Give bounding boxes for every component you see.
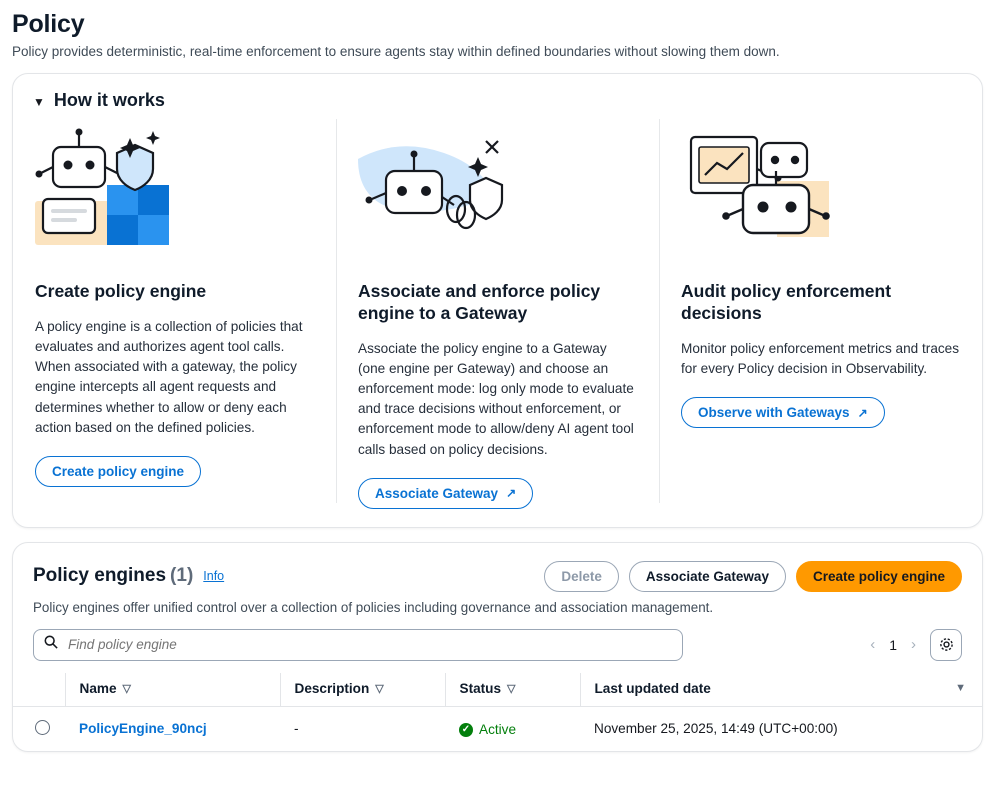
column-title: Audit policy enforcement decisions xyxy=(681,281,892,324)
pagination-prev[interactable]: ‹ xyxy=(870,636,876,654)
policy-engines-filter-row xyxy=(13,615,982,673)
policy-engine-name-link[interactable]: PolicyEngine_90ncj xyxy=(79,721,207,737)
policy-engines-header xyxy=(13,543,982,592)
table-row[interactable] xyxy=(13,706,982,751)
search-box[interactable] xyxy=(33,629,683,661)
row-name-cell xyxy=(65,706,280,751)
preferences-gear-icon[interactable] xyxy=(930,629,962,661)
search-icon xyxy=(44,635,58,654)
column-action-row xyxy=(358,478,637,509)
column-header-label: Description xyxy=(294,680,370,696)
column-header-status[interactable] xyxy=(445,673,580,707)
sort-icon[interactable]: ▽ xyxy=(122,682,131,695)
column-header-label: Status xyxy=(459,680,502,696)
sort-icon[interactable]: ▼ xyxy=(955,682,966,695)
status-label: Active xyxy=(479,722,517,738)
table-header xyxy=(13,673,982,707)
column-body: Monitor policy enforcement metrics and traces for every Policy decision in Observability. xyxy=(681,340,960,377)
policy-engines-title: Policy engines xyxy=(33,565,167,587)
policy-engines-table xyxy=(13,673,982,751)
column-action-row xyxy=(681,397,960,428)
column-header-label: Name xyxy=(79,680,117,696)
row-description-cell: - xyxy=(294,721,299,737)
policy-engines-subtitle: Policy engines offer unified control over a collection of policies including governance and association management. xyxy=(33,599,714,615)
column-body: A policy engine is a collection of policies that evaluates and authorizes agent tool calls. When associated with a gateway, the policy engine intercepts all agent requests and determines whether to allow or deny each action based on the defined policies. xyxy=(35,319,303,435)
button-label: Associate Gateway xyxy=(645,568,769,584)
policy-engines-count: (1) xyxy=(170,565,194,587)
pagination-page-1[interactable]: 1 xyxy=(889,636,897,653)
associate-gateway-button[interactable] xyxy=(629,561,786,592)
button-label: Create policy engine xyxy=(812,568,945,584)
sort-icon[interactable]: ▽ xyxy=(375,682,384,695)
page-header xyxy=(0,0,995,73)
observe-with-gateways-button[interactable] xyxy=(681,397,885,428)
row-radio-button[interactable] xyxy=(35,720,50,735)
button-label: Create policy engine xyxy=(52,463,185,479)
column-header-name[interactable] xyxy=(65,673,280,707)
row-last-updated-cell: November 25, 2025, 14:49 (UTC+00:00) xyxy=(594,721,838,737)
external-link-icon: ↗ xyxy=(857,405,868,420)
column-header-last-updated[interactable] xyxy=(580,673,982,707)
table-body xyxy=(13,706,982,751)
policy-engines-actions xyxy=(544,561,962,592)
button-label: Observe with Gateways xyxy=(698,405,850,421)
column-header-description[interactable] xyxy=(280,673,445,707)
how-it-works-column-audit xyxy=(659,117,982,508)
row-select-cell[interactable] xyxy=(13,706,65,751)
how-it-works-panel xyxy=(12,73,983,527)
external-link-icon: ↗ xyxy=(506,486,517,501)
how-it-works-column-create xyxy=(13,117,336,508)
column-header-label: Last updated date xyxy=(594,680,711,696)
how-it-works-columns xyxy=(13,117,982,526)
pagination-next[interactable]: › xyxy=(911,636,916,654)
page-title: Policy xyxy=(12,10,85,38)
collapse-caret-icon[interactable]: ▼ xyxy=(33,94,45,109)
how-it-works-title: How it works xyxy=(53,90,165,111)
info-link[interactable]: Info xyxy=(203,569,225,584)
button-label: Delete xyxy=(561,568,602,584)
create-policy-engine-link-button[interactable] xyxy=(35,456,201,487)
status-check-icon: ✓ xyxy=(459,723,473,737)
column-body: Associate the policy engine to a Gateway (one engine per Gateway) and choose an enforcement mode: log only mode to evaluate and trace decisions without enforcement, or enforcement mode to allow/deny AI agent tool calls based on policy decisions. xyxy=(358,340,634,457)
button-label: Associate Gateway xyxy=(375,485,499,501)
associate-gateway-link-button[interactable] xyxy=(358,478,533,509)
create-policy-engine-button[interactable] xyxy=(796,561,962,592)
select-all-column xyxy=(13,673,65,707)
search-input[interactable] xyxy=(66,636,672,653)
policy-engines-panel xyxy=(12,542,983,752)
status-badge xyxy=(459,722,516,737)
pagination xyxy=(870,629,962,661)
associate-gateway-illustration-icon xyxy=(358,123,637,263)
page-description: Policy provides deterministic, real-time enforcement to ensure agents stay within defined boundaries without slowing them down. xyxy=(12,44,780,59)
delete-button[interactable] xyxy=(544,561,619,592)
sort-icon[interactable]: ▽ xyxy=(507,682,516,695)
how-it-works-header[interactable] xyxy=(13,74,982,117)
column-title: Create policy engine xyxy=(35,281,207,302)
audit-decisions-illustration-icon xyxy=(681,123,960,263)
row-status-cell xyxy=(445,706,580,751)
how-it-works-column-associate xyxy=(336,117,659,508)
column-action-row xyxy=(35,456,314,487)
column-title: Associate and enforce policy engine to a Gateway xyxy=(358,281,601,324)
create-policy-illustration-icon xyxy=(35,123,314,263)
